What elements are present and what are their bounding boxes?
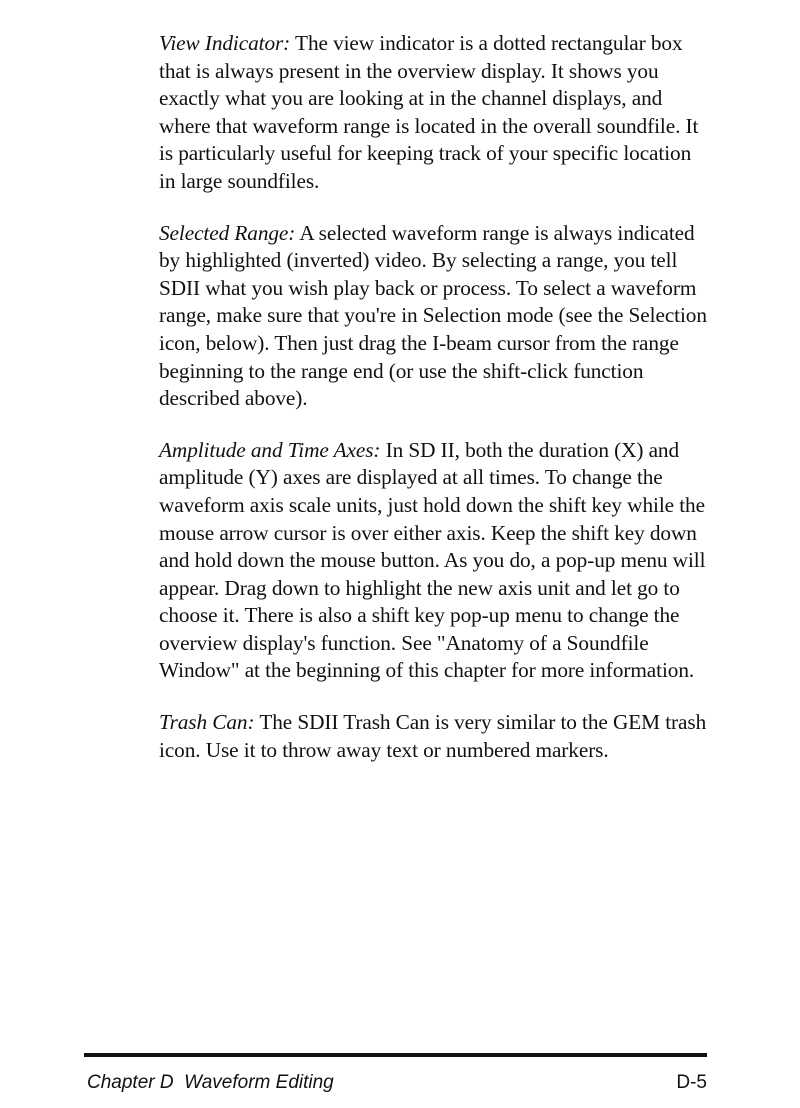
amplitude-time-axes-text: In SD II, both the duration (X) and amplitude (Y) axes are displayed at all times. To change the waveform axis scale units, just hold down the shift key while the mouse arrow cursor is over either axis. Keep the shift key down and hold down the mouse button. As you do, a pop-up menu will appear. Drag down to highlight the new axis unit and let go to choose it. There is also a shift key pop-up menu to change the overview display's function. See "Anatomy of a Soundfile Window" at the beginning of this chapter for more information. — [159, 437, 706, 683]
amplitude-time-axes-paragraph — [159, 437, 711, 685]
view-indicator-text: The view indicator is a dotted rectangular box that is always present in the overview display. It shows you exactly what you are looking at in the channel displays, and where that waveform range is located in the overall soundfile. It is particularly useful for keeping track of your specific location in large soundfiles. — [159, 31, 699, 193]
amplitude-time-axes-term: Amplitude and Time Axes: — [159, 437, 381, 462]
selected-range-paragraph — [159, 220, 711, 413]
selected-range-term: Selected Range: — [159, 220, 296, 245]
trash-can-paragraph — [159, 709, 711, 764]
view-indicator-term: View Indicator: — [159, 31, 291, 55]
trash-can-term: Trash Can: — [159, 710, 255, 735]
footer-rule — [84, 1053, 707, 1057]
view-indicator-paragraph — [159, 30, 711, 196]
page-body — [159, 30, 711, 788]
trash-can-text: The SDII Trash Can is very similar to the GEM trash icon. Use it to throw away text or numbered markers. — [159, 710, 707, 762]
footer-chapter-title: Chapter D Waveform Editing — [87, 1072, 334, 1093]
selected-range-text: A selected waveform range is always indicated by highlighted (inverted) video. By selecting a range, you tell SDII what you wish play back or process. To select a waveform range, make sure that you're in Selection mode (see the Selection icon, below). Then just drag the I-beam cursor from the range beginning to the range end (or use the shift-click function described above). — [159, 220, 707, 411]
footer-page-number: D-5 — [676, 1072, 707, 1093]
